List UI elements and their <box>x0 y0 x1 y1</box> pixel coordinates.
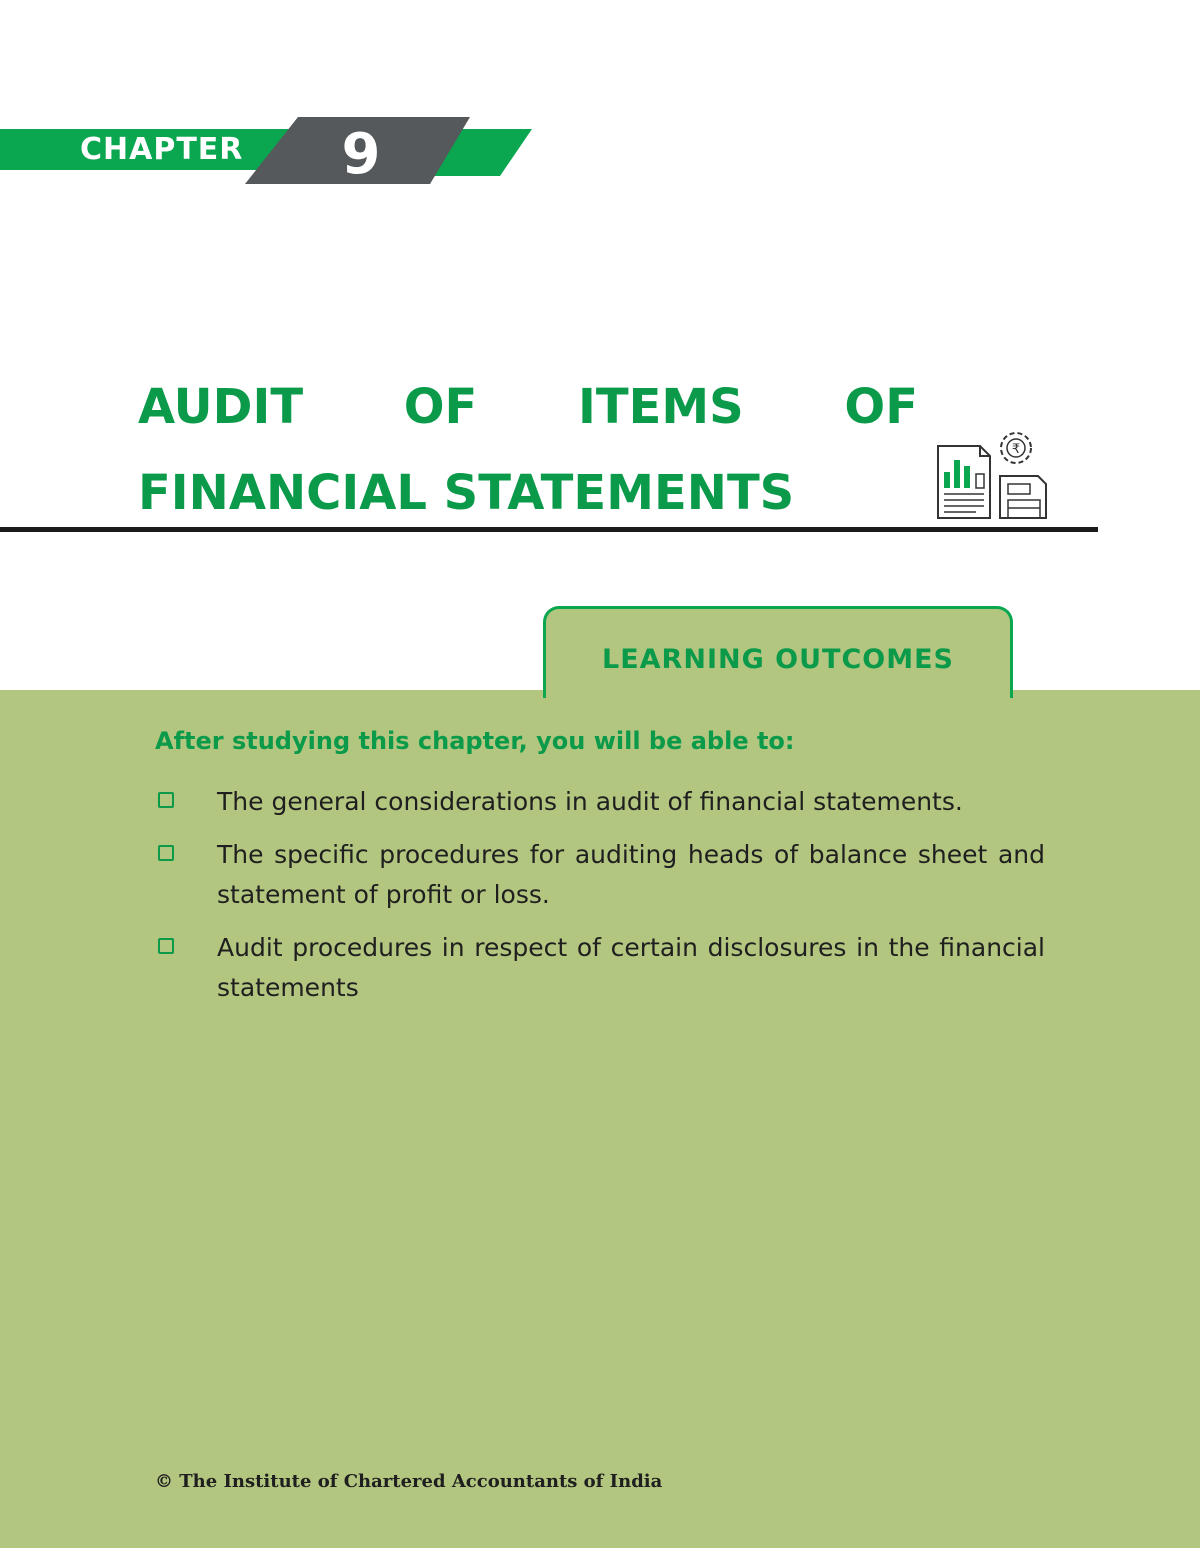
learning-outcomes-intro: After studying this chapter, you will be able to: <box>155 727 795 755</box>
checkbox-bullet-icon <box>158 938 174 954</box>
title-word: ITEMS <box>578 379 744 435</box>
checkbox-bullet-icon <box>158 845 174 861</box>
list-item <box>155 928 1045 1008</box>
outcome-text: The specific procedures for auditing heads of balance sheet and statement of profit or loss. <box>217 840 1045 909</box>
title-divider <box>0 527 1098 532</box>
title-word: OF <box>403 379 478 435</box>
learning-outcomes-tab <box>543 606 1013 698</box>
title-word: OF <box>844 379 918 435</box>
title-line-2: FINANCIAL STATEMENTS <box>138 465 795 521</box>
chapter-label: CHAPTER <box>80 132 244 167</box>
title-word: AUDIT <box>138 379 304 435</box>
outcome-text: Audit procedures in respect of certain disclosures in the financial statements <box>217 933 1045 1002</box>
learning-outcomes-heading: LEARNING OUTCOMES <box>602 644 954 675</box>
svg-text:₹: ₹ <box>1011 442 1021 457</box>
list-item <box>155 782 1045 822</box>
chapter-title <box>138 364 918 536</box>
copyright-notice: © The Institute of Chartered Accountants of India <box>155 1471 663 1492</box>
checkbox-bullet-icon <box>158 792 174 808</box>
learning-outcomes-list <box>155 782 1045 1021</box>
outcome-text: The general considerations in audit of financial statements. <box>217 787 963 816</box>
chapter-number: 9 <box>341 122 381 187</box>
title-line-1 <box>138 364 918 450</box>
financial-report-icon <box>932 424 1052 524</box>
list-item <box>155 835 1045 915</box>
